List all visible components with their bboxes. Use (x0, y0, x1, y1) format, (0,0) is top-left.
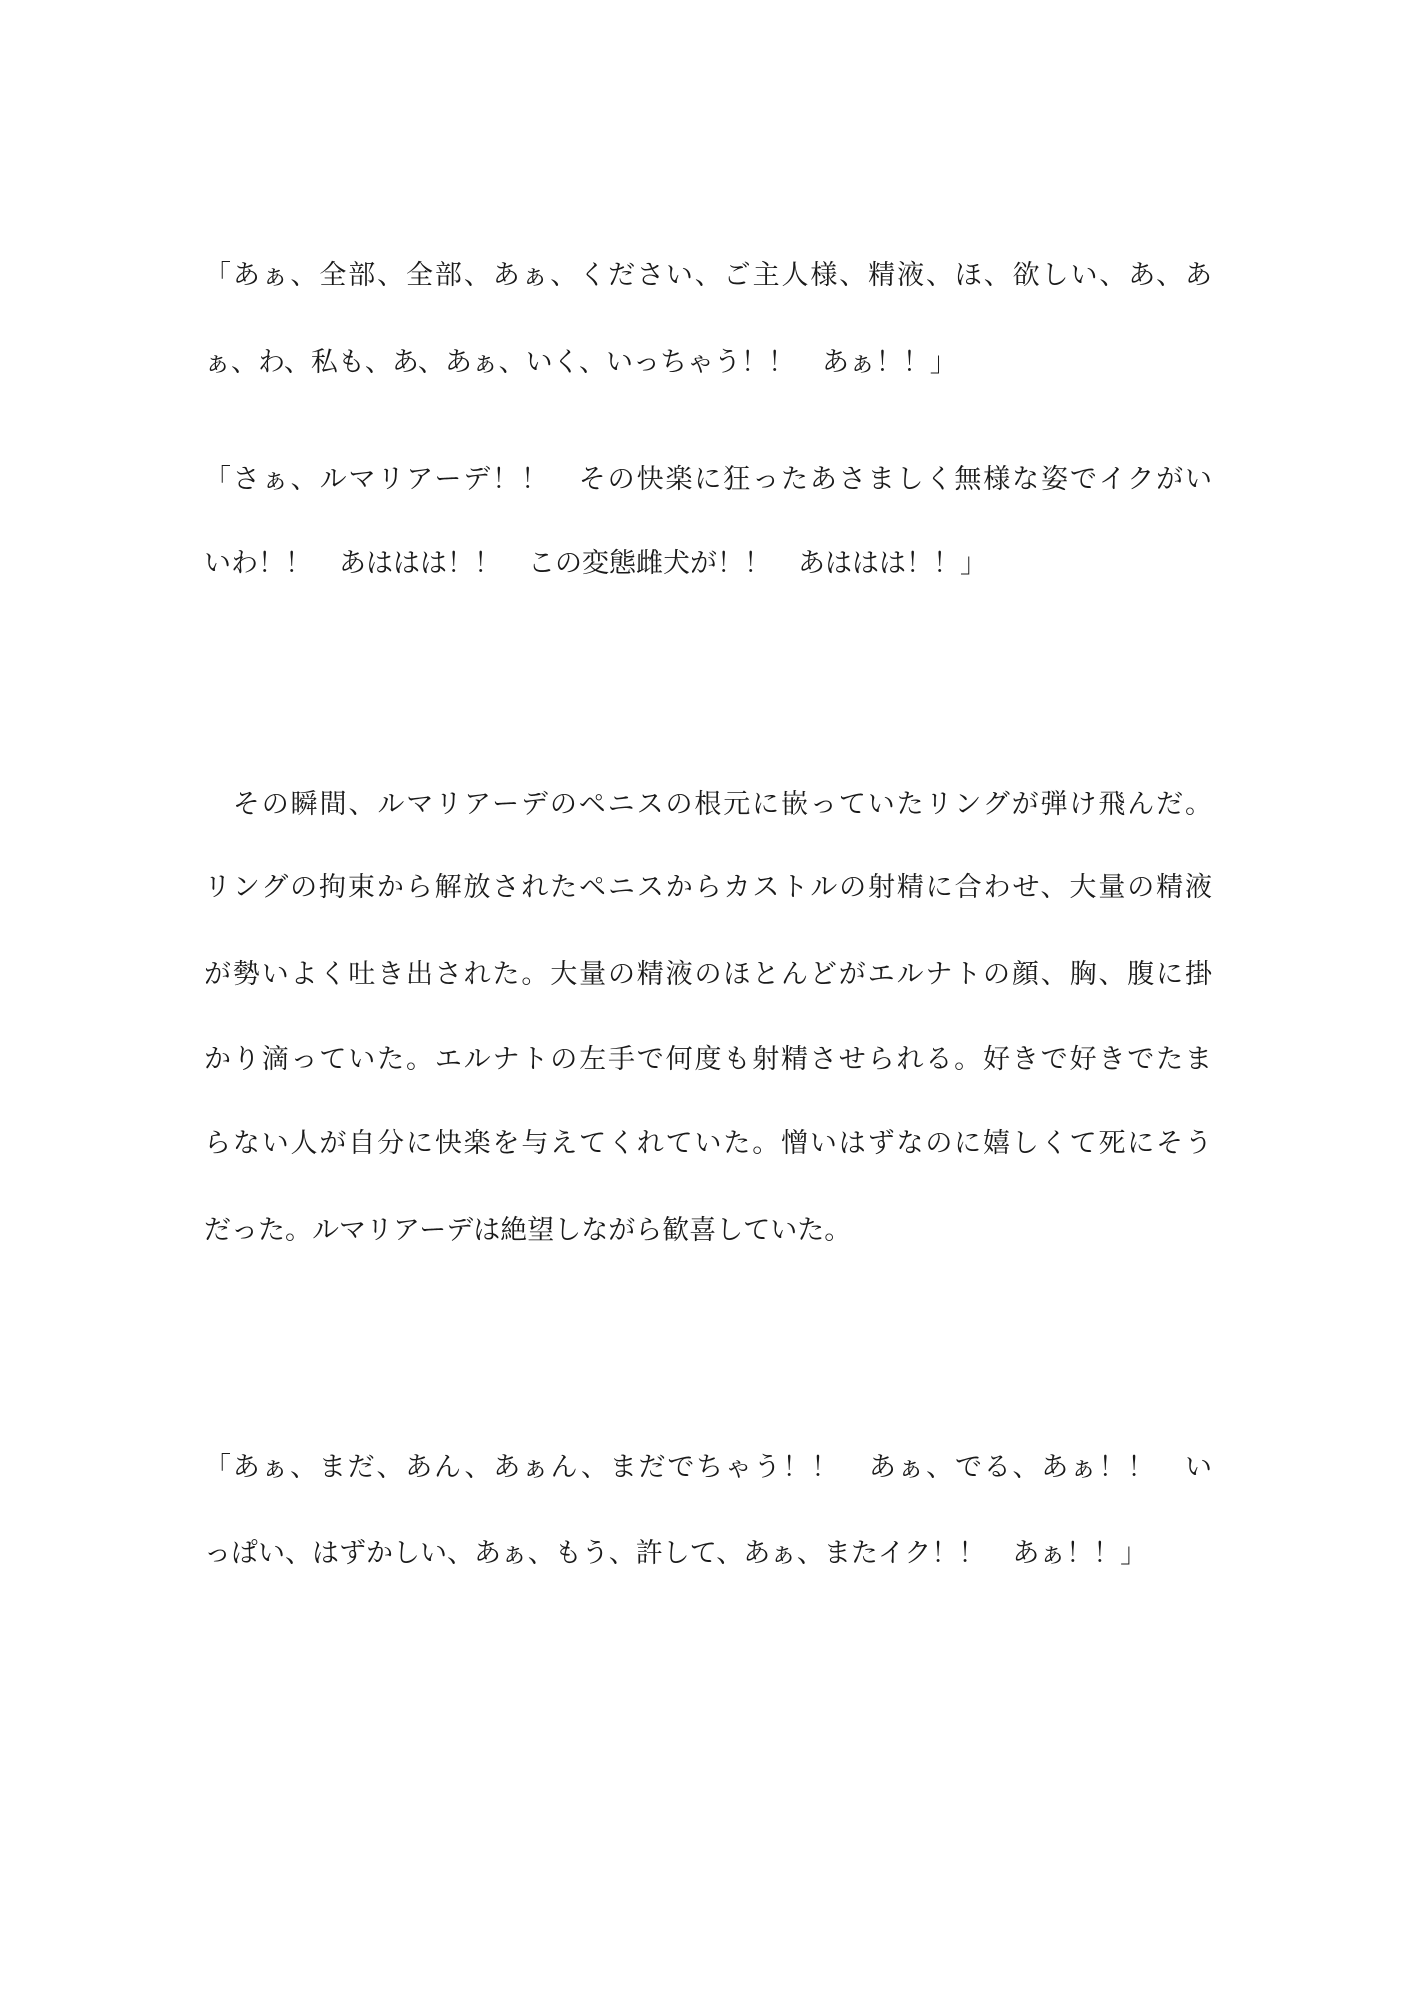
text-line: 「さぁ、ルマリアーデ！！ その快楽に狂ったあさましく無様な姿でイクがい (204, 464, 1212, 495)
text-line: リングの拘束から解放されたペニスからカストルの射精に合わせ、大量の精液 (204, 872, 1212, 903)
text-line: らない人が自分に快楽を与えてくれていた。憎いはずなのに嬉しくて死にそう (204, 1128, 1212, 1159)
text-line: 「あぁ、全部、全部、あぁ、ください、ご主人様、精液、ほ、欲しい、あ、あ (204, 260, 1212, 291)
text-line: が勢いよく吐き出された。大量の精液のほとんどがエルナトの顔、胸、腹に掛 (204, 959, 1212, 990)
text-line: いわ！！ あははは！！ この変態雌犬が！！ あははは！！」 (204, 548, 987, 579)
text-line: だった。ルマリアーデは絶望しながら歓喜していた。 (204, 1215, 852, 1246)
text-line: かり滴っていた。エルナトの左手で何度も射精させられる。好きで好きでたま (204, 1044, 1212, 1075)
text-line: その瞬間、ルマリアーデのペニスの根元に嵌っていたリングが弾け飛んだ。 (204, 789, 1212, 820)
text-line: ぁ、わ、私も、あ、あぁ、いく、いっちゃう！！ あぁ！！」 (204, 347, 957, 378)
text-line: っぱい、はずかしい、あぁ、もう、許して、あぁ、またイク！！ あぁ！！」 (204, 1538, 1148, 1569)
text-line: 「あぁ、まだ、あん、あぁん、まだでちゃう！！ あぁ、でる、あぁ！！ い (204, 1452, 1212, 1483)
